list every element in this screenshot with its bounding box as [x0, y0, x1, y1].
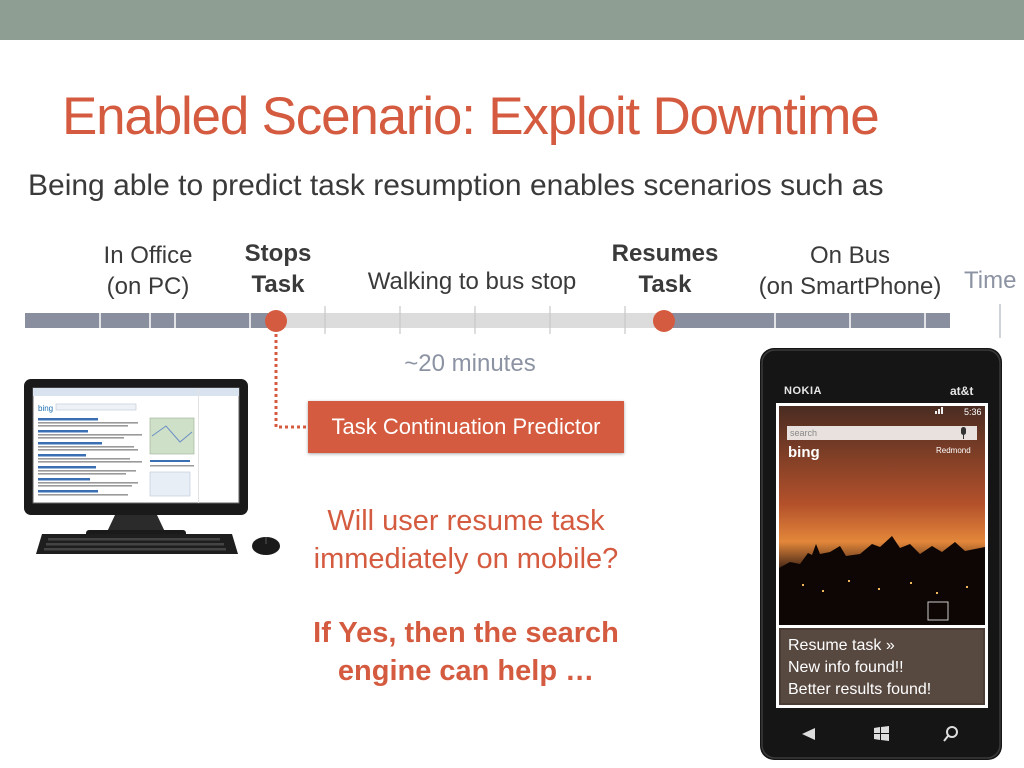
- notification-resume-task[interactable]: Resume task »: [788, 637, 895, 654]
- duration-label: ~20 minutes: [404, 350, 536, 377]
- notification-better-results: Better results found!: [788, 681, 932, 698]
- phone-clock: 5:36: [964, 407, 982, 417]
- phone-search-input[interactable]: search: [790, 428, 818, 438]
- phone-brand: NOKIA: [784, 385, 822, 397]
- predictor-box: Task Continuation Predictor: [308, 401, 624, 453]
- stop-marker: [265, 310, 287, 332]
- label-in-office: In Office (on PC): [103, 242, 193, 300]
- label-time: Time: [964, 267, 1017, 294]
- slide-title: Enabled Scenario: Exploit Downtime: [62, 87, 879, 146]
- browser-logo: bing: [38, 404, 54, 413]
- timeline-walking-segment: [275, 313, 665, 328]
- mouse-icon: [252, 537, 280, 555]
- desktop-computer-illustration: [20, 376, 290, 566]
- phone-carrier: at&t: [950, 384, 974, 398]
- answer-text: If Yes, then the search engine can help …: [313, 617, 619, 687]
- notification-new-info: New info found!!: [788, 659, 904, 676]
- slide-subtitle: Being able to predict task resumption enables scenarios such as: [28, 169, 884, 202]
- monitor-icon: [24, 379, 248, 537]
- phone-bing-logo: bing: [788, 444, 820, 461]
- label-stops-task: Stops Task: [244, 240, 312, 298]
- timeline-bus-segment: [665, 313, 950, 328]
- label-walking: Walking to bus stop: [367, 268, 577, 295]
- question-text: Will user resume task immediately on mobile?: [313, 505, 619, 575]
- label-resumes-task: Resumes Task: [611, 240, 719, 298]
- notification-panel[interactable]: [788, 635, 931, 701]
- keyboard-icon: [36, 534, 238, 554]
- phone-location: Redmond: [936, 446, 971, 455]
- label-on-bus: On Bus (on SmartPhone): [758, 242, 942, 300]
- resume-marker: [653, 310, 675, 332]
- smartphone: [760, 348, 1002, 760]
